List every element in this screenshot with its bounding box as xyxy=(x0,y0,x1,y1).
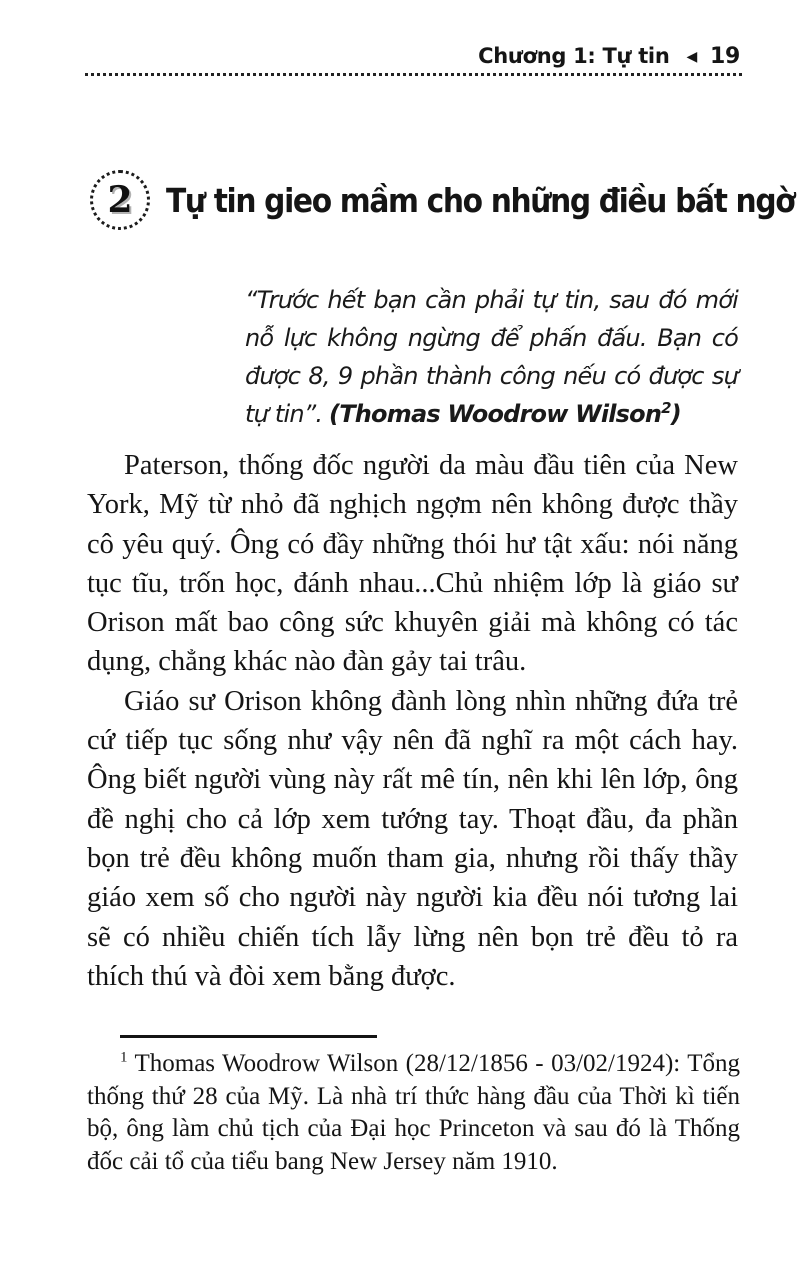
page-header xyxy=(88,44,740,69)
footnote-marker: 1 xyxy=(120,1049,128,1066)
body-text xyxy=(87,446,738,996)
epigraph-quote xyxy=(245,281,738,433)
paragraph: Paterson, thống đốc người da màu đầu tiên của New York, Mỹ từ nhỏ đã nghịch ngợm nên không được thầy cô yêu quý. Ông có đầy những thói hư tật xấu: nói năng tục tĩu, trốn học, đánh nhau...Chủ nhiệm lớp là giáo sư Orison mất bao công sức khuyên giải mà không có tác dụng, chẳng khác nào đàn gảy tai trâu. xyxy=(87,450,738,678)
page-number: 19 xyxy=(709,44,740,69)
paragraph: Giáo sư Orison không đành lòng nhìn những đứa trẻ cứ tiếp tục sống như vậy nên đã nghĩ ra một cách hay. Ông biết người vùng này rất mê tín, nên khi lên lớp, ông đề nghị cho cả lớp xem tướng tay. Thoạt đầu, đa phần bọn trẻ đều không muốn tham gia, nhưng rồi thấy thầy giáo xem số cho người này người kia đều nói tương lai sẽ có nhiều chiến tích lẫy lừng nên bọn trẻ đều tỏ ra thích thú và đòi xem bằng được. xyxy=(87,685,738,992)
section-title: Tự tin gieo mầm cho những điều bất ngờ xyxy=(166,180,795,220)
footnote xyxy=(87,1048,740,1178)
section-number-badge xyxy=(90,170,150,230)
footnote-text: Thomas Woodrow Wilson (28/12/1856 - 03/02/1924): Tổng thống thứ 28 của Mỹ. Là nhà trí thức hàng đầu của Thời kì tiến bộ, ông làm chủ tịch của Đại học Princeton và sau đó là Thống đốc cải tổ của tiểu bang New Jersey năm 1910. xyxy=(87,1050,740,1175)
back-arrow-icon: ◀ xyxy=(686,49,697,65)
section-heading xyxy=(90,170,795,230)
section-number: 2 xyxy=(107,179,133,221)
footnote-divider xyxy=(120,1035,377,1038)
quote-text: “Trước hết bạn cần phải tự tin, sau đó mới nỗ lực không ngừng để phấn đấu. Bạn có được 8, 9 phần thành công nếu có được sự tự tin”. xyxy=(245,286,738,428)
quote-attribution: (Thomas Woodrow Wilson xyxy=(329,400,662,428)
footnote-reference: 2 xyxy=(661,399,671,417)
chapter-label: Chương 1: Tự tin xyxy=(478,44,670,68)
header-dotted-divider xyxy=(85,73,742,76)
quote-attribution-close: ) xyxy=(670,400,681,428)
